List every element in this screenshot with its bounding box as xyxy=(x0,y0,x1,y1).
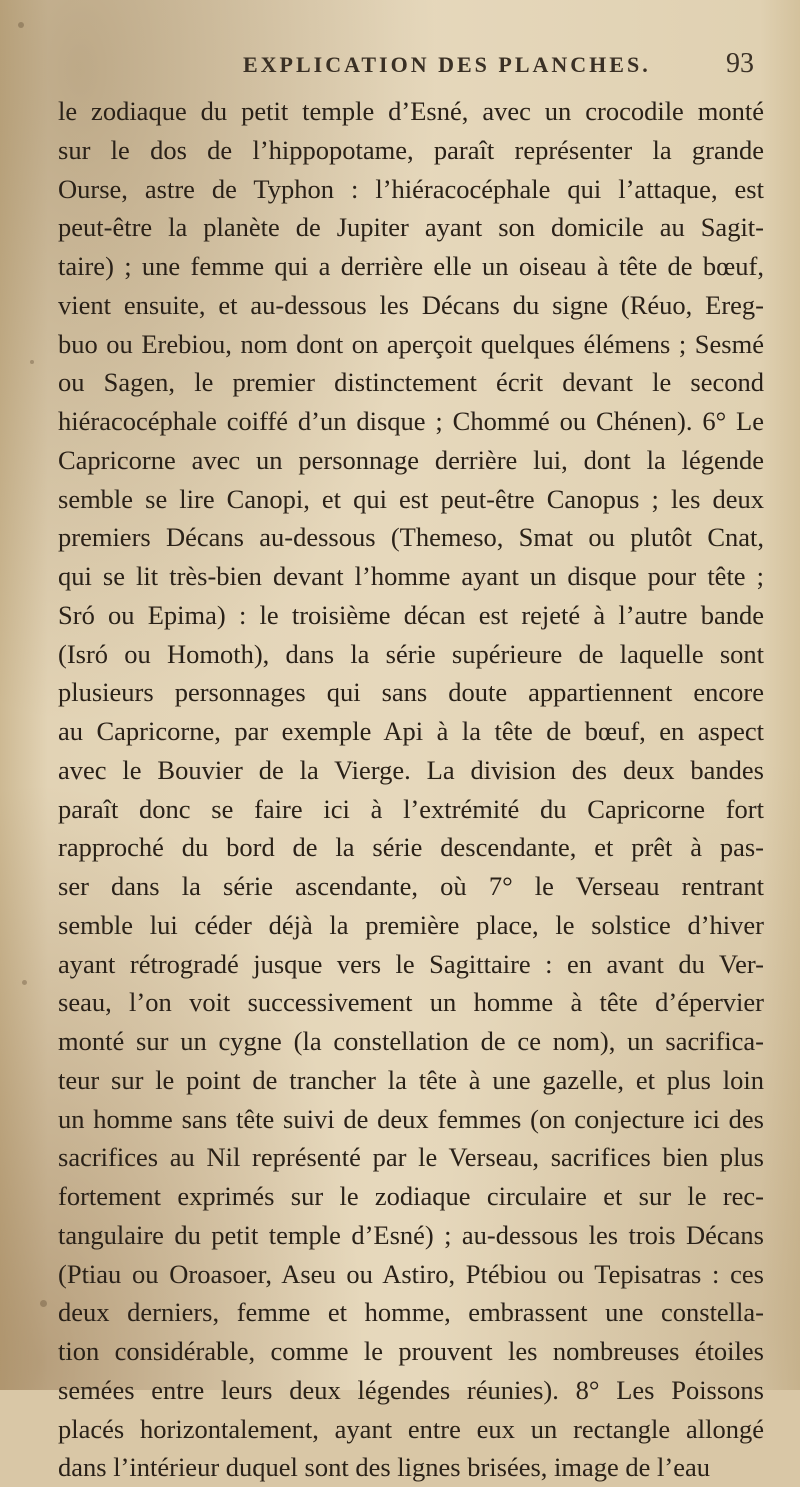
text-line: teur sur le point de trancher la tête à une gazelle, et plus loin xyxy=(58,1064,764,1095)
text-line: taire) ; une femme qui a derrière elle un oiseau à tête de bœuf, xyxy=(58,251,764,281)
text-line: buo ou Erebiou, nom dont on aperçoit quelques élémens ; Sesmé xyxy=(58,328,764,359)
text-line: Ourse, astre de Typhon : l’hiéracocéphale qui l’attaque, est xyxy=(58,173,764,204)
text-line: rapproché du bord de la série descendante, et prêt à pas- xyxy=(58,832,764,863)
text-line: placés horizontalement, ayant entre eux un rectangle allongé xyxy=(58,1413,764,1444)
text-line: au Capricorne, par exemple Api à la tête de bœuf, en aspect xyxy=(58,716,764,746)
text-line: ou Sagen, le premier distinctement écrit devant le second xyxy=(58,367,764,398)
text-line: semble lui céder déjà la première place, le solstice d’hiver xyxy=(58,909,764,940)
text-line: (Ptiau ou Oroasoer, Aseu ou Astiro, Ptébiou ou Tepisatras : ces xyxy=(58,1258,764,1289)
running-title: EXPLICATION DES PLANCHES. xyxy=(243,52,651,77)
body-text xyxy=(58,92,764,1487)
text-line: tangulaire du petit temple d’Esné) ; au-dessous les trois Décans xyxy=(58,1219,764,1250)
text-line: semble se lire Canopi, et qui est peut-être Canopus ; les deux xyxy=(58,483,764,514)
text-line: sur le dos de l’hippopotame, paraît représenter la grande xyxy=(58,134,764,165)
text-line: avec le Bouvier de la Vierge. La division des deux bandes xyxy=(58,754,764,785)
text-line: plusieurs personnages qui sans doute appartiennent encore xyxy=(58,677,764,708)
text-line: (Isró ou Homoth), dans la série supérieure de laquelle sont xyxy=(58,638,764,669)
paper-speck xyxy=(40,1300,47,1307)
text-line: qui se lit très-bien devant l’homme ayant un disque pour tête ; xyxy=(58,561,764,591)
text-line: hiéracocéphale coiffé d’un disque ; Chommé ou Chénen). 6° Le xyxy=(58,406,764,436)
text-line: le zodiaque du petit temple d’Esné, avec un crocodile monté xyxy=(58,96,764,126)
paper-speck xyxy=(30,360,34,364)
text-line: Sró ou Epima) : le troisième décan est rejeté à l’autre bande xyxy=(58,599,764,630)
text-line: premiers Décans au-dessous (Themeso, Smat ou plutôt Cnat, xyxy=(58,522,764,553)
text-line: un homme sans tête suivi de deux femmes (on conjecture ici des xyxy=(58,1103,764,1134)
text-line: peut-être la planète de Jupiter ayant son domicile au Sagit- xyxy=(58,212,764,243)
text-line: deux derniers, femme et homme, embrassent une constella- xyxy=(58,1297,764,1328)
text-line: vient ensuite, et au-dessous les Décans du signe (Réuo, Ereg- xyxy=(58,289,764,320)
text-line: Capricorne avec un personnage derrière lui, dont la légende xyxy=(58,444,764,475)
text-line: monté sur un cygne (la constellation de ce nom), un sacrifica- xyxy=(58,1026,764,1056)
text-line: dans l’intérieur duquel sont des lignes brisées, image de l’eau xyxy=(58,1452,711,1483)
text-line: fortement exprimés sur le zodiaque circulaire et sur le rec- xyxy=(58,1181,764,1211)
text-line: semées entre leurs deux légendes réunies). 8° Les Poissons xyxy=(58,1374,764,1405)
text-line: seau, l’on voit successivement un homme à tête d’épervier xyxy=(58,987,764,1018)
paper-speck xyxy=(22,980,27,985)
page-number: 93 xyxy=(726,48,754,79)
text-line: ayant rétrogradé jusque vers le Sagittaire : en avant du Ver- xyxy=(58,948,764,979)
paper-speck xyxy=(18,22,24,28)
text-line: sacrifices au Nil représenté par le Verseau, sacrifices bien plus xyxy=(58,1142,764,1173)
text-line: paraît donc se faire ici à l’extrémité du Capricorne fort xyxy=(58,793,764,824)
text-line: ser dans la série ascendante, où 7° le Verseau rentrant xyxy=(58,871,764,901)
text-line: tion considérable, comme le prouvent les nombreuses étoiles xyxy=(58,1336,764,1366)
page-header xyxy=(0,48,800,84)
